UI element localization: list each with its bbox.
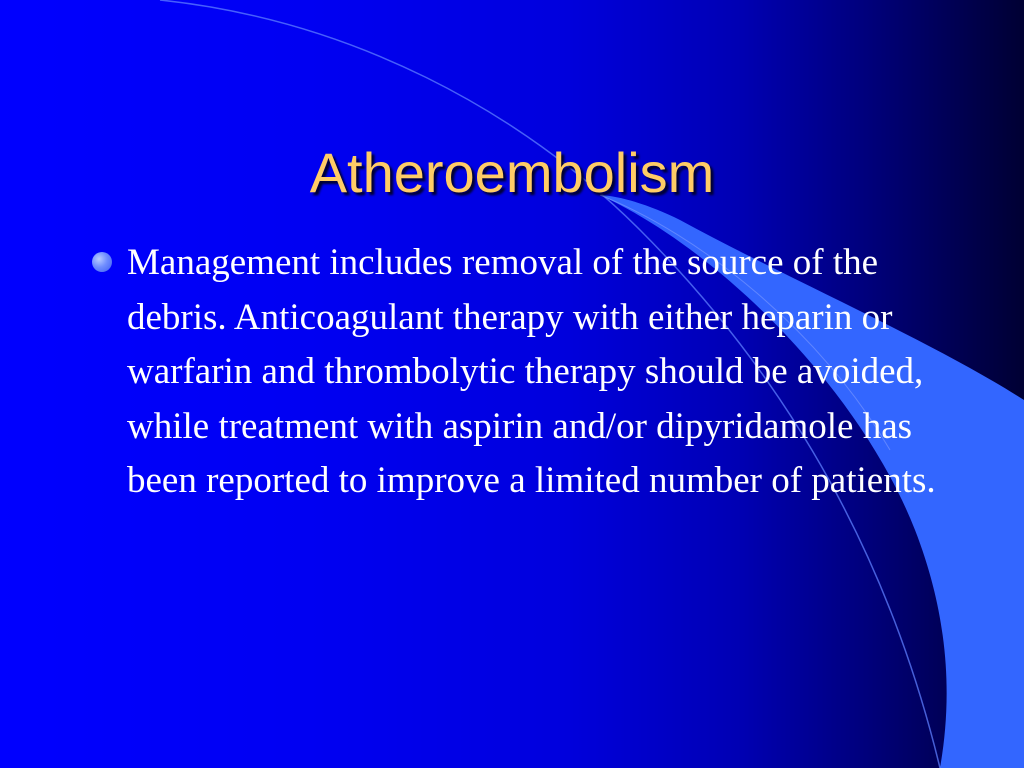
slide-title: Atheroembolism [309, 141, 715, 204]
bullet-list [90, 236, 940, 509]
bullet-text: Management includes removal of the source of the debris. Anticoagulant therapy with either heparin or warfarin and thrombolytic therapy should be avoided, while treatment with aspirin and/or dipyridamole has been reported to improve a limited number of patients. [127, 242, 936, 501]
bullet-item [90, 236, 940, 509]
bullet-dot-icon [92, 252, 112, 272]
